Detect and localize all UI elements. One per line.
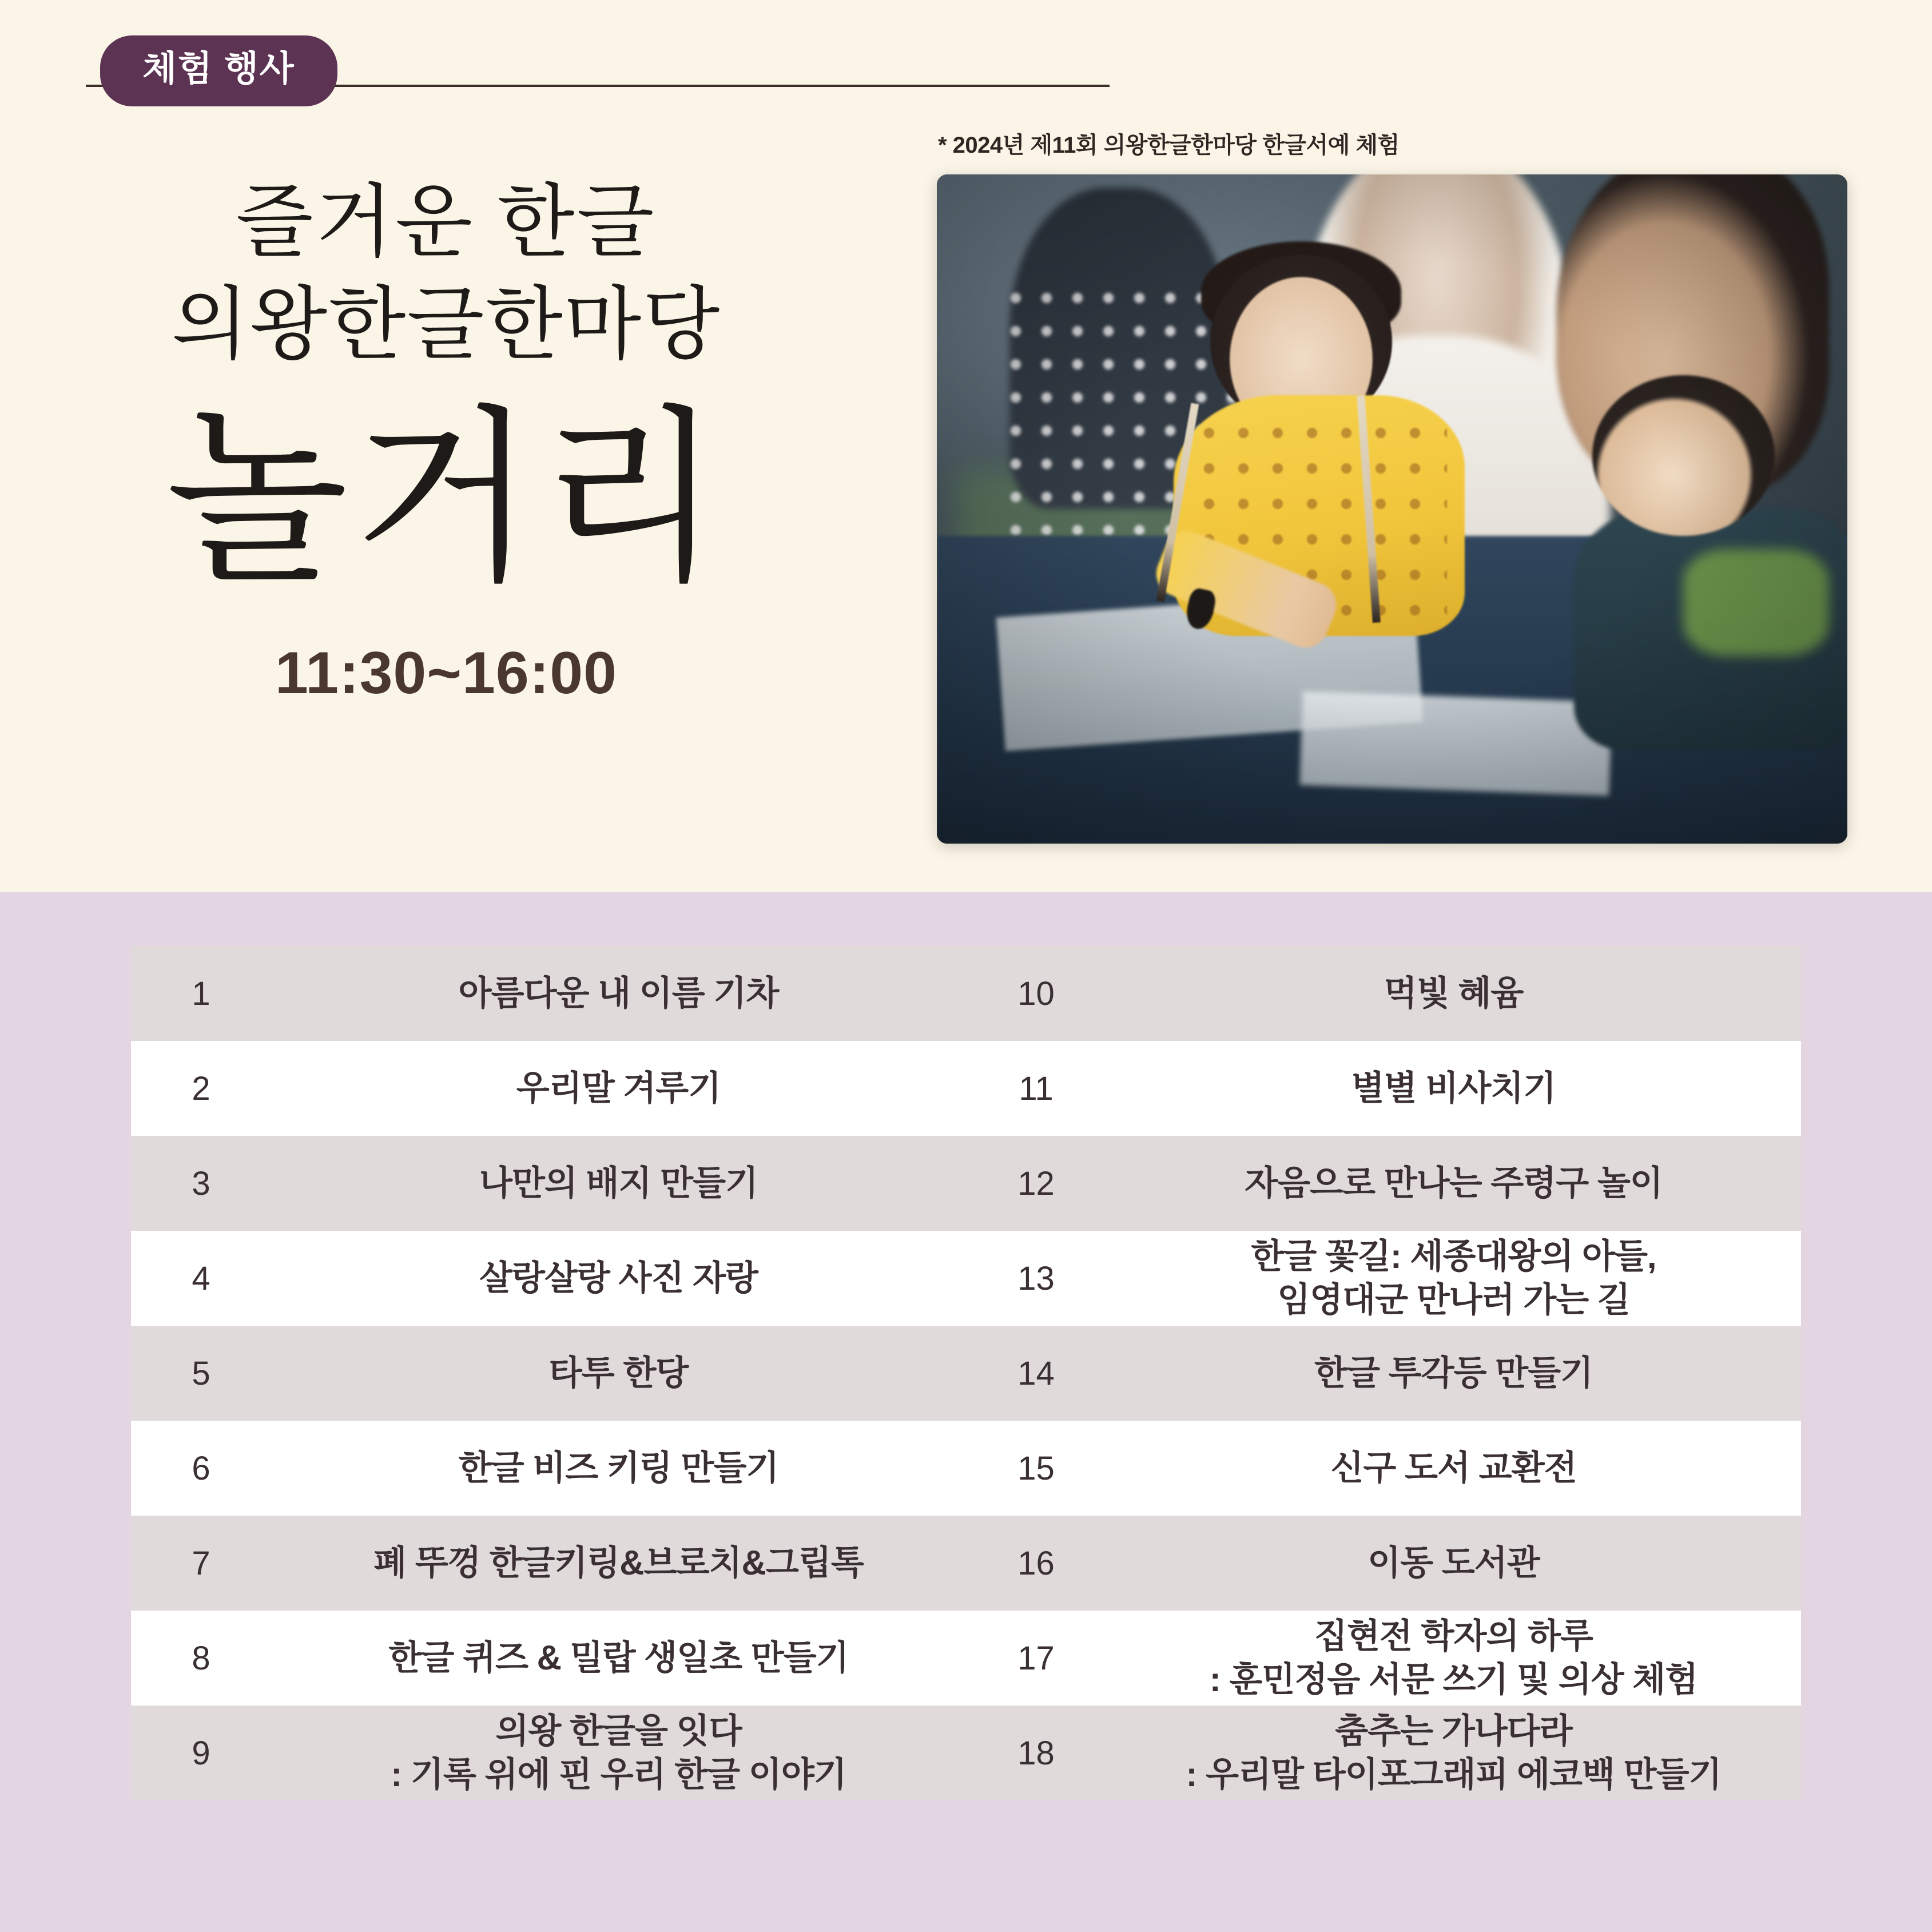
program-title-main: 살랑살랑 사진 자랑	[479, 1259, 758, 1298]
program-title-main: 별별 비사치기	[1351, 1069, 1556, 1108]
program-title-main: 타투 한당	[548, 1354, 689, 1393]
program-title-main: 우리말 겨루기	[516, 1069, 721, 1108]
program-title-sub: : 우리말 타이포그래피 에코백 만들기	[1186, 1755, 1722, 1794]
header-section	[0, 0, 1932, 892]
program-number: 1	[131, 946, 271, 1041]
table-row	[131, 1516, 1801, 1611]
program-title-main: 신구 도서 교환전	[1330, 1449, 1577, 1488]
program-title	[271, 1421, 966, 1516]
program-title-main: 아름다운 내 이름 기차	[458, 974, 779, 1013]
program-title-sub: : 훈민정음 서문 쓰기 및 의상 체험	[1209, 1660, 1698, 1699]
program-number: 10	[966, 946, 1106, 1041]
program-title-sub: : 기록 위에 핀 우리 한글 이야기	[391, 1755, 846, 1794]
program-title	[271, 1706, 966, 1800]
section-tag-badge: 체험 행사	[100, 35, 337, 106]
program-title	[1106, 1611, 1801, 1706]
program-number: 3	[131, 1136, 271, 1231]
program-number: 5	[131, 1326, 271, 1421]
photo-caption: * 2024년 제11회 의왕한글한마당 한글서예 체험	[938, 133, 1400, 158]
program-title-main: 한글 퀴즈 & 밀랍 생일초 만들기	[388, 1639, 849, 1677]
table-row	[131, 1326, 1801, 1421]
program-number: 6	[131, 1421, 271, 1516]
program-title	[271, 1611, 966, 1706]
program-title	[1106, 1136, 1801, 1231]
table-row	[131, 1706, 1801, 1800]
program-title	[1106, 1516, 1801, 1611]
program-number: 7	[131, 1516, 271, 1611]
program-number: 8	[131, 1611, 271, 1706]
program-title-main: 한글 투각등 만들기	[1314, 1354, 1593, 1393]
program-number: 18	[966, 1706, 1106, 1800]
event-time: 11:30~16:00	[275, 639, 617, 706]
table-row	[131, 1231, 1801, 1326]
program-table	[131, 946, 1801, 1800]
program-section	[0, 892, 1932, 1932]
table-row	[131, 1611, 1801, 1706]
program-title	[1106, 1706, 1801, 1800]
program-title-main: 한글 비즈 키링 만들기	[458, 1449, 779, 1488]
program-title-main: 먹빛 혜윰	[1384, 974, 1524, 1013]
program-title-sub: 임영대군 만나러 가는 길	[1277, 1281, 1630, 1319]
program-title	[1106, 1326, 1801, 1421]
program-title	[271, 1041, 966, 1136]
program-title-main: 의왕 한글을 잇다	[495, 1712, 742, 1751]
table-row	[131, 1421, 1801, 1516]
title-line-1: 즐거운 한글	[236, 178, 657, 267]
program-number: 17	[966, 1611, 1106, 1706]
table-row	[131, 1136, 1801, 1231]
photo-vignette	[937, 174, 1847, 844]
program-number: 9	[131, 1706, 271, 1800]
program-title-main: 자음으로 만나는 주령구 놀이	[1245, 1164, 1663, 1203]
program-title	[271, 1516, 966, 1611]
program-number: 4	[131, 1231, 271, 1326]
program-number: 15	[966, 1421, 1106, 1516]
program-title	[271, 1231, 966, 1326]
program-number: 12	[966, 1136, 1106, 1231]
page-title: 놀거리	[165, 396, 727, 605]
program-title	[1106, 1231, 1801, 1326]
table-row	[131, 1041, 1801, 1136]
program-title-main: 나만의 배지 만들기	[479, 1164, 758, 1203]
program-title	[1106, 946, 1801, 1041]
program-title-main: 춤추는 가나다라	[1335, 1712, 1572, 1751]
program-title-main: 한글 꽃길: 세종대왕의 아들,	[1251, 1237, 1656, 1276]
program-title	[271, 1136, 966, 1231]
program-title	[271, 1326, 966, 1421]
calligraphy-photo	[937, 174, 1847, 844]
table-row	[131, 946, 1801, 1041]
program-number: 13	[966, 1231, 1106, 1326]
program-title	[271, 946, 966, 1041]
program-title-main: 집현전 학자의 하루	[1314, 1617, 1593, 1656]
program-title	[1106, 1041, 1801, 1136]
title-block	[0, 172, 892, 707]
program-number: 2	[131, 1041, 271, 1136]
program-title	[1106, 1421, 1801, 1516]
program-number: 14	[966, 1326, 1106, 1421]
program-number: 11	[966, 1041, 1106, 1136]
program-title-main: 이동 도서관	[1367, 1544, 1540, 1583]
title-line-2: 의왕한글한마당	[171, 281, 721, 370]
program-title-main: 폐 뚜껑 한글키링&브로치&그립톡	[373, 1544, 864, 1583]
program-number: 16	[966, 1516, 1106, 1611]
